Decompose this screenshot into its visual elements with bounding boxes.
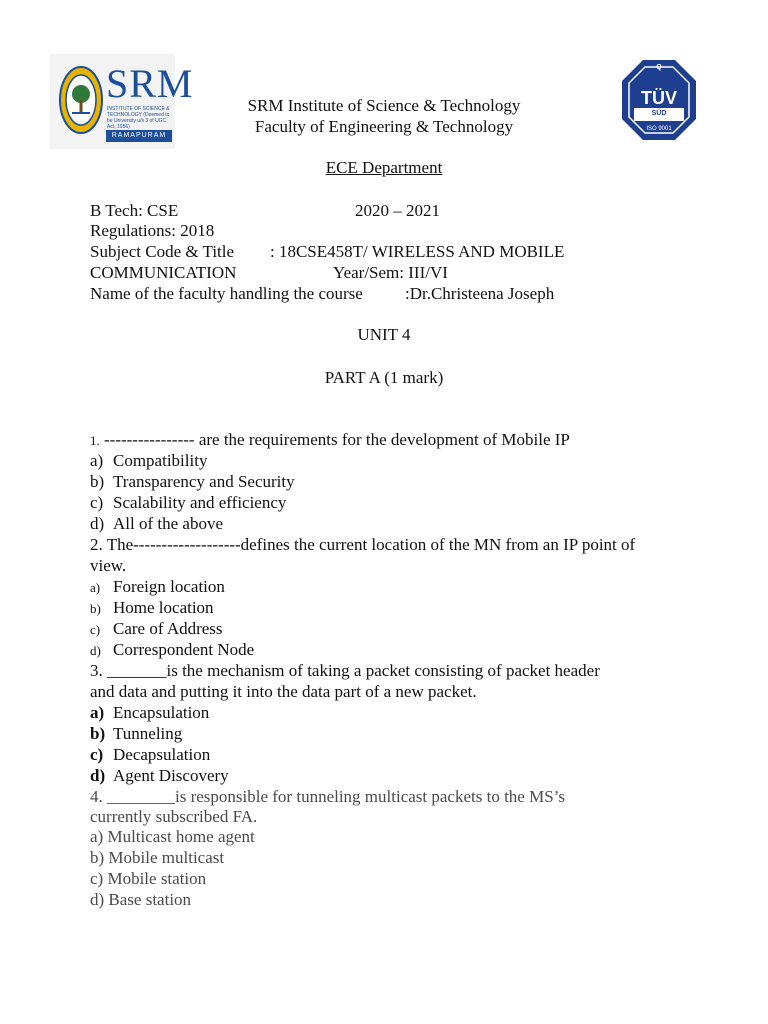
option-label: c) <box>90 493 104 512</box>
option-text: All of the above <box>113 514 223 533</box>
option-label: d) <box>90 514 105 533</box>
option-label: d) <box>90 643 101 658</box>
option-text: Decapsulation <box>113 745 211 764</box>
q4-option-b: b) Mobile multicast <box>90 848 225 867</box>
question-3-line-1: 3. _______is the mechanism of taking a packet consisting of packet header <box>90 661 600 680</box>
faculty-value: :Dr.Christeena Joseph <box>405 284 555 303</box>
tuv-iso-text: ISO 9001 <box>646 126 672 132</box>
department-title: ECE Department <box>325 158 443 177</box>
question-4-line-1: 4. ________is responsible for tunneling multicast packets to the MS’s <box>90 787 566 806</box>
faculty-name: Faculty of Engineering & Technology <box>254 117 514 136</box>
q4-option-d: d) Base station <box>90 890 192 909</box>
option-text: Agent Discovery <box>113 766 229 785</box>
tuv-mark: Q <box>656 64 662 71</box>
faculty-label: Name of the faculty handling the course <box>90 284 363 303</box>
unit-title: UNIT 4 <box>357 325 411 344</box>
option-label: b) <box>90 472 105 491</box>
option-label: a) <box>90 580 101 595</box>
option-text: Tunneling <box>113 724 183 743</box>
question-1 <box>90 429 570 451</box>
q2-option-a <box>90 576 225 598</box>
question-number: 1. <box>90 433 100 448</box>
srm-logo-text: SRM <box>106 61 194 106</box>
q1-option-b <box>90 471 295 492</box>
q4-option-c: c) Mobile station <box>90 869 207 888</box>
question-4-line-2: currently subscribed FA. <box>90 807 258 826</box>
subject-label: Subject Code & Title <box>90 242 235 261</box>
option-text: Foreign location <box>113 577 225 596</box>
question-3-line-2: and data and putting it into the data part of a new packet. <box>90 682 477 701</box>
srm-logo-subtitle: INSTITUTE OF SCIENCE & TECHNOLOGY (Deemed to be University u/s 3 of UGC Act, 1956) <box>107 106 170 130</box>
q1-option-d <box>90 513 223 534</box>
question-2-line-2: view. <box>90 556 127 575</box>
option-label: b) <box>90 601 101 616</box>
subject-continued: COMMUNICATION <box>90 263 237 282</box>
option-text: Encapsulation <box>113 703 210 722</box>
option-text: Compatibility <box>113 451 208 470</box>
q2-option-d <box>90 639 255 661</box>
program: B Tech: CSE <box>90 201 179 220</box>
year-sem: Year/Sem: III/VI <box>333 263 448 282</box>
option-label: c) <box>90 622 101 637</box>
option-label: a) <box>90 703 105 722</box>
part-title: PART A (1 mark) <box>324 368 444 387</box>
tuv-sud-text: SÜD <box>651 110 667 117</box>
q2-option-b <box>90 597 214 619</box>
option-text: Scalability and efficiency <box>113 493 287 512</box>
subject-value: : 18CSE458T/ WIRELESS AND MOBILE <box>270 242 565 261</box>
question-2-line-1: 2. The-------------------defines the current location of the MN from an IP point of <box>90 535 636 554</box>
regulations: Regulations: 2018 <box>90 221 215 240</box>
option-label: a) <box>90 451 104 470</box>
srm-logo-campus: RAMAPURAM <box>106 130 172 142</box>
option-label: c) <box>90 745 104 764</box>
option-text: Home location <box>113 598 214 617</box>
tuv-logo-text: TÜV <box>641 88 677 108</box>
option-text: Transparency and Security <box>113 472 295 491</box>
q1-option-a <box>90 450 208 471</box>
q1-option-c <box>90 492 287 513</box>
q3-option-c <box>90 744 211 765</box>
question-text: ---------------- are the requirements for the development of Mobile IP <box>104 430 570 449</box>
academic-year: 2020 – 2021 <box>355 201 440 220</box>
q4-option-a: a) Multicast home agent <box>90 827 255 846</box>
q3-option-b <box>90 723 183 744</box>
option-label: d) <box>90 766 106 785</box>
q3-option-a <box>90 702 210 723</box>
option-label: b) <box>90 724 106 743</box>
option-text: Correspondent Node <box>113 640 255 659</box>
q2-option-c <box>90 618 223 640</box>
institute-name: SRM Institute of Science & Technology <box>247 96 521 115</box>
option-text: Care of Address <box>113 619 223 638</box>
q3-option-d <box>90 765 229 786</box>
